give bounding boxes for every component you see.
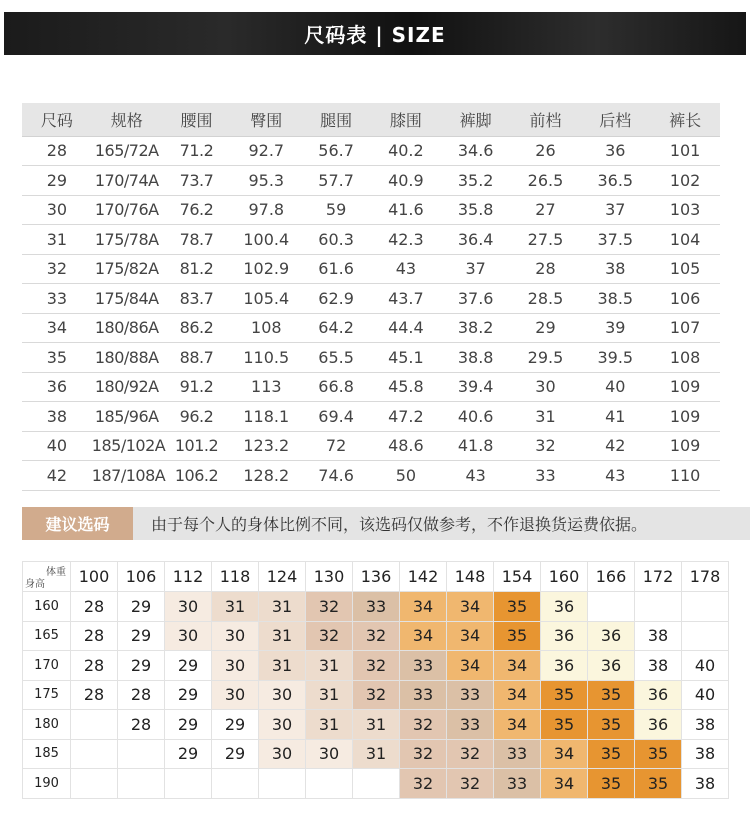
size-cell: 109	[650, 431, 720, 461]
size-cell: 47.2	[371, 402, 441, 432]
size-cell: 34.6	[441, 136, 511, 166]
size-cell: 42.3	[371, 225, 441, 255]
size-cell: 73.7	[162, 166, 232, 196]
grid-row	[23, 739, 729, 769]
size-recommendation-cell: 28	[118, 680, 165, 710]
size-cell: 48.6	[371, 431, 441, 461]
size-cell: 40.2	[371, 136, 441, 166]
grid-row	[23, 651, 729, 681]
size-cell: 32	[511, 431, 581, 461]
size-recommendation-cell	[165, 769, 212, 799]
weight-header-cell: 154	[494, 562, 541, 592]
size-cell: 66.8	[301, 372, 371, 402]
size-cell: 33	[22, 284, 92, 314]
size-cell: 28	[22, 136, 92, 166]
size-cell: 74.6	[301, 461, 371, 491]
size-cell: 37	[580, 195, 650, 225]
size-cell: 40.6	[441, 402, 511, 432]
corner-weight-label: 体重	[46, 567, 66, 578]
grid-row	[23, 680, 729, 710]
size-recommendation-cell: 38	[682, 769, 729, 799]
size-cell: 101.2	[162, 431, 232, 461]
size-recommendation-cell: 29	[118, 592, 165, 622]
size-recommendation-cell: 28	[71, 592, 118, 622]
table-row	[22, 372, 720, 402]
size-cell: 110	[650, 461, 720, 491]
table-row	[22, 195, 720, 225]
size-cell: 95.3	[231, 166, 301, 196]
size-recommendation-cell: 29	[165, 651, 212, 681]
size-recommendation-cell: 38	[682, 739, 729, 769]
size-recommendation-cell: 30	[212, 680, 259, 710]
size-recommendation-cell: 30	[259, 739, 306, 769]
size-cell: 64.2	[301, 313, 371, 343]
size-cell: 60.3	[301, 225, 371, 255]
size-cell: 32	[22, 254, 92, 284]
size-header-cell: 尺码	[22, 103, 92, 136]
size-cell: 170/76A	[92, 195, 162, 225]
height-header-cell: 170	[23, 651, 71, 681]
size-recommendation-cell: 30	[165, 592, 212, 622]
size-recommendation-cell	[71, 739, 118, 769]
size-cell: 91.2	[162, 372, 232, 402]
size-header-cell: 膝围	[371, 103, 441, 136]
table-row	[22, 254, 720, 284]
size-cell: 102	[650, 166, 720, 196]
grid-body	[23, 592, 729, 799]
size-recommendation-cell: 28	[118, 710, 165, 740]
size-cell: 62.9	[301, 284, 371, 314]
size-recommendation-cell: 32	[306, 592, 353, 622]
size-header-cell: 规格	[92, 103, 162, 136]
size-recommendation-cell: 31	[306, 651, 353, 681]
size-recommendation-cell: 33	[400, 680, 447, 710]
size-recommendation-cell: 30	[212, 651, 259, 681]
size-cell: 35.8	[441, 195, 511, 225]
size-recommendation-cell: 30	[306, 739, 353, 769]
weight-header-cell: 136	[353, 562, 400, 592]
size-cell: 175/82A	[92, 254, 162, 284]
height-header-cell: 160	[23, 592, 71, 622]
size-recommendation-cell: 33	[353, 592, 400, 622]
size-recommendation-cell: 35	[588, 769, 635, 799]
size-cell: 43	[441, 461, 511, 491]
size-recommendation-cell	[212, 769, 259, 799]
size-cell: 38	[580, 254, 650, 284]
size-cell: 30	[511, 372, 581, 402]
size-recommendation-cell: 31	[306, 710, 353, 740]
size-cell: 26.5	[511, 166, 581, 196]
size-header-cell: 腿围	[301, 103, 371, 136]
size-cell: 28	[511, 254, 581, 284]
size-cell: 43	[580, 461, 650, 491]
size-header-cell: 裤长	[650, 103, 720, 136]
size-cell: 81.2	[162, 254, 232, 284]
size-recommendation-cell: 31	[259, 651, 306, 681]
size-recommendation-cell	[118, 769, 165, 799]
size-cell: 110.5	[231, 343, 301, 373]
size-cell: 128.2	[231, 461, 301, 491]
size-cell: 76.2	[162, 195, 232, 225]
size-cell: 103	[650, 195, 720, 225]
size-cell: 44.4	[371, 313, 441, 343]
size-cell: 35	[22, 343, 92, 373]
size-cell: 39	[580, 313, 650, 343]
size-recommendation-cell: 38	[682, 710, 729, 740]
size-recommendation-cell: 30	[259, 680, 306, 710]
size-recommendation-cell	[682, 621, 729, 651]
size-recommendation-cell: 28	[71, 621, 118, 651]
size-recommendation-cell: 34	[541, 739, 588, 769]
size-cell: 69.4	[301, 402, 371, 432]
weight-header-cell: 100	[71, 562, 118, 592]
size-cell: 106.2	[162, 461, 232, 491]
size-recommendation-cell: 30	[165, 621, 212, 651]
size-cell: 56.7	[301, 136, 371, 166]
size-cell: 41	[580, 402, 650, 432]
size-recommendation-cell: 29	[212, 739, 259, 769]
size-recommendation-cell: 34	[494, 710, 541, 740]
size-recommendation-cell: 34	[447, 592, 494, 622]
height-header-cell: 185	[23, 739, 71, 769]
table-row	[22, 461, 720, 491]
size-recommendation-cell: 32	[306, 621, 353, 651]
table-row	[22, 431, 720, 461]
size-cell: 36	[22, 372, 92, 402]
grid-row	[23, 621, 729, 651]
size-recommendation-cell: 35	[635, 739, 682, 769]
size-recommendation-cell: 31	[353, 710, 400, 740]
size-recommendation-cell: 31	[259, 592, 306, 622]
size-cell: 180/92A	[92, 372, 162, 402]
table-row	[22, 284, 720, 314]
size-cell: 101	[650, 136, 720, 166]
size-header-cell: 后档	[580, 103, 650, 136]
size-cell: 45.8	[371, 372, 441, 402]
grid-header-row	[23, 562, 729, 592]
size-recommendation-cell: 32	[353, 621, 400, 651]
size-cell: 36.5	[580, 166, 650, 196]
size-cell: 102.9	[231, 254, 301, 284]
size-cell: 37.5	[580, 225, 650, 255]
weight-header-cell: 124	[259, 562, 306, 592]
size-recommendation-cell: 32	[353, 651, 400, 681]
size-cell: 88.7	[162, 343, 232, 373]
size-recommendation-cell: 34	[447, 651, 494, 681]
table-row	[22, 136, 720, 166]
size-cell: 41.6	[371, 195, 441, 225]
size-recommendation-cell: 32	[400, 710, 447, 740]
size-recommendation-cell: 36	[588, 621, 635, 651]
size-recommendation-cell	[71, 769, 118, 799]
size-cell: 170/74A	[92, 166, 162, 196]
size-cell: 36	[580, 136, 650, 166]
size-cell: 92.7	[231, 136, 301, 166]
size-recommendation-cell: 36	[635, 710, 682, 740]
size-cell: 30	[22, 195, 92, 225]
size-cell: 41.8	[441, 431, 511, 461]
size-recommendation-cell	[682, 592, 729, 622]
size-recommendation-cell: 34	[494, 680, 541, 710]
size-recommendation-cell: 36	[541, 651, 588, 681]
size-recommendation-cell	[635, 592, 682, 622]
size-header-cell: 臀围	[231, 103, 301, 136]
height-header-cell: 190	[23, 769, 71, 799]
size-recommendation-cell: 35	[588, 739, 635, 769]
weight-header-cell: 118	[212, 562, 259, 592]
size-cell: 35.2	[441, 166, 511, 196]
size-recommendation-cell: 36	[541, 592, 588, 622]
table-row	[22, 225, 720, 255]
size-recommendation-cell: 32	[447, 769, 494, 799]
size-recommendation-cell: 30	[212, 621, 259, 651]
table-row	[22, 402, 720, 432]
size-cell: 38	[22, 402, 92, 432]
size-recommendation-cell: 32	[353, 680, 400, 710]
size-cell: 45.1	[371, 343, 441, 373]
size-cell: 175/84A	[92, 284, 162, 314]
recommendation-note: 由于每个人的身体比例不同，该选码仅做参考，不作退换货运费依据。	[151, 515, 648, 534]
size-cell: 50	[371, 461, 441, 491]
size-cell: 29	[22, 166, 92, 196]
size-recommendation-cell: 28	[71, 651, 118, 681]
size-cell: 123.2	[231, 431, 301, 461]
size-cell: 185/96A	[92, 402, 162, 432]
size-cell: 72	[301, 431, 371, 461]
size-header-cell: 腰围	[162, 103, 232, 136]
size-recommendation-cell: 33	[400, 651, 447, 681]
size-cell: 31	[22, 225, 92, 255]
size-cell: 29	[511, 313, 581, 343]
size-table	[22, 103, 720, 491]
size-header-cell: 裤脚	[441, 103, 511, 136]
size-cell: 29.5	[511, 343, 581, 373]
size-recommendation-cell: 33	[494, 739, 541, 769]
size-cell: 109	[650, 402, 720, 432]
table-row	[22, 166, 720, 196]
size-cell: 180/86A	[92, 313, 162, 343]
size-recommendation-cell: 29	[118, 621, 165, 651]
size-cell: 27	[511, 195, 581, 225]
size-cell: 61.6	[301, 254, 371, 284]
size-cell: 42	[580, 431, 650, 461]
size-cell: 28.5	[511, 284, 581, 314]
size-cell: 57.7	[301, 166, 371, 196]
size-recommendation-cell: 35	[635, 769, 682, 799]
size-recommendation-cell: 29	[118, 651, 165, 681]
weight-header-cell: 160	[541, 562, 588, 592]
size-header-cell: 前档	[511, 103, 581, 136]
size-cell: 40.9	[371, 166, 441, 196]
size-cell: 40	[580, 372, 650, 402]
size-recommendation-cell	[259, 769, 306, 799]
size-recommendation-cell: 34	[541, 769, 588, 799]
grid-row	[23, 710, 729, 740]
size-cell: 34	[22, 313, 92, 343]
height-header-cell: 175	[23, 680, 71, 710]
size-recommendation-cell: 38	[635, 651, 682, 681]
size-cell: 38.8	[441, 343, 511, 373]
size-recommendation-cell: 36	[588, 651, 635, 681]
size-recommendation-cell: 36	[541, 621, 588, 651]
size-recommendation-cell: 34	[400, 592, 447, 622]
size-recommendation-cell: 34	[494, 651, 541, 681]
size-recommendation-cell: 29	[212, 710, 259, 740]
size-recommendation-cell: 32	[447, 739, 494, 769]
size-cell: 109	[650, 372, 720, 402]
size-cell: 83.7	[162, 284, 232, 314]
size-recommendation-cell: 35	[541, 710, 588, 740]
size-recommendation-cell: 29	[165, 680, 212, 710]
size-cell: 43.7	[371, 284, 441, 314]
size-recommendation-cell: 40	[682, 680, 729, 710]
size-cell: 39.5	[580, 343, 650, 373]
size-cell: 106	[650, 284, 720, 314]
size-cell: 39.4	[441, 372, 511, 402]
size-cell: 71.2	[162, 136, 232, 166]
size-recommendation-cell: 35	[588, 680, 635, 710]
size-recommendation-cell: 29	[165, 739, 212, 769]
size-cell: 27.5	[511, 225, 581, 255]
recommendation-grid	[22, 561, 729, 799]
size-recommendation-cell: 32	[400, 739, 447, 769]
weight-header-cell: 130	[306, 562, 353, 592]
height-header-cell: 180	[23, 710, 71, 740]
size-cell: 42	[22, 461, 92, 491]
size-cell: 107	[650, 313, 720, 343]
size-recommendation-cell: 34	[400, 621, 447, 651]
size-recommendation-cell	[353, 769, 400, 799]
size-cell: 97.8	[231, 195, 301, 225]
size-recommendation-cell: 35	[494, 621, 541, 651]
size-cell: 165/72A	[92, 136, 162, 166]
size-cell: 31	[511, 402, 581, 432]
page-title: 尺码表 | SIZE	[304, 23, 446, 47]
size-recommendation-cell: 29	[165, 710, 212, 740]
size-cell: 78.7	[162, 225, 232, 255]
size-recommendation-cell: 35	[541, 680, 588, 710]
size-recommendation-cell: 31	[259, 621, 306, 651]
size-recommendation-cell	[71, 710, 118, 740]
size-cell: 104	[650, 225, 720, 255]
size-cell: 40	[22, 431, 92, 461]
size-cell: 86.2	[162, 313, 232, 343]
corner-height-label: 身高	[25, 579, 45, 590]
size-recommendation-cell: 31	[306, 680, 353, 710]
size-recommendation-cell	[118, 739, 165, 769]
size-recommendation-cell: 35	[588, 710, 635, 740]
size-table-body	[22, 136, 720, 490]
size-cell: 37	[441, 254, 511, 284]
size-recommendation-cell: 35	[494, 592, 541, 622]
size-cell: 175/78A	[92, 225, 162, 255]
size-cell: 187/108A	[92, 461, 162, 491]
height-header-cell: 165	[23, 621, 71, 651]
size-recommendation-cell: 33	[447, 710, 494, 740]
size-recommendation-cell	[306, 769, 353, 799]
size-recommendation-cell: 33	[447, 680, 494, 710]
size-cell: 185/102A	[92, 431, 162, 461]
size-recommendation-cell: 31	[353, 739, 400, 769]
size-cell: 105.4	[231, 284, 301, 314]
size-cell: 105	[650, 254, 720, 284]
recommendation-label: 建议选码	[22, 507, 133, 540]
weight-header-cell: 172	[635, 562, 682, 592]
size-cell: 59	[301, 195, 371, 225]
size-cell: 180/88A	[92, 343, 162, 373]
weight-header-cell: 178	[682, 562, 729, 592]
size-cell: 113	[231, 372, 301, 402]
weight-header-cell: 112	[165, 562, 212, 592]
size-cell: 43	[371, 254, 441, 284]
size-cell: 36.4	[441, 225, 511, 255]
table-row	[22, 343, 720, 373]
size-recommendation-cell: 33	[494, 769, 541, 799]
size-recommendation-cell: 40	[682, 651, 729, 681]
header-banner	[4, 12, 746, 55]
size-cell: 37.6	[441, 284, 511, 314]
size-recommendation-cell: 30	[259, 710, 306, 740]
size-recommendation-cell: 38	[635, 621, 682, 651]
grid-corner	[23, 562, 71, 592]
size-recommendation-cell	[588, 592, 635, 622]
size-cell: 38.5	[580, 284, 650, 314]
size-cell: 100.4	[231, 225, 301, 255]
weight-header-cell: 142	[400, 562, 447, 592]
recommendation-bar	[22, 507, 750, 540]
size-cell: 96.2	[162, 402, 232, 432]
size-cell: 65.5	[301, 343, 371, 373]
size-recommendation-cell: 28	[71, 680, 118, 710]
size-cell: 26	[511, 136, 581, 166]
weight-header-cell: 148	[447, 562, 494, 592]
size-cell: 38.2	[441, 313, 511, 343]
size-recommendation-cell: 34	[447, 621, 494, 651]
size-cell: 108	[231, 313, 301, 343]
size-table-header	[22, 103, 720, 136]
grid-row	[23, 592, 729, 622]
weight-header-cell: 166	[588, 562, 635, 592]
size-recommendation-cell: 31	[212, 592, 259, 622]
size-cell: 118.1	[231, 402, 301, 432]
size-cell: 108	[650, 343, 720, 373]
size-recommendation-cell: 32	[400, 769, 447, 799]
table-row	[22, 313, 720, 343]
size-recommendation-cell: 36	[635, 680, 682, 710]
size-cell: 33	[511, 461, 581, 491]
grid-row	[23, 769, 729, 799]
weight-header-cell: 106	[118, 562, 165, 592]
